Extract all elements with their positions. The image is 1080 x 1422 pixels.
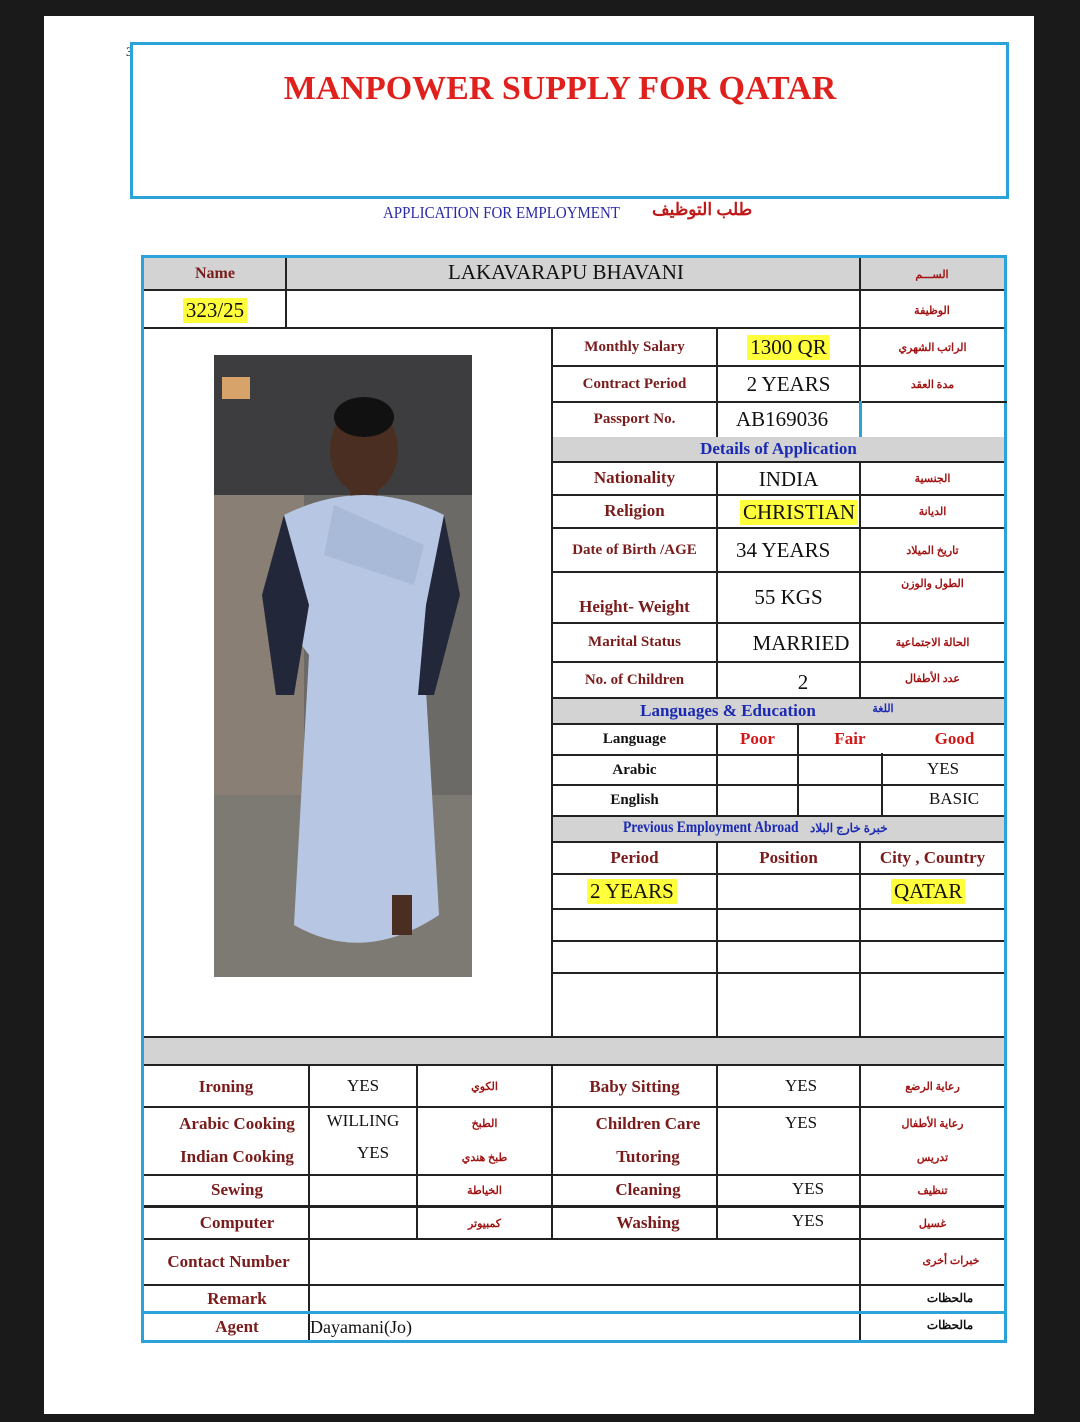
language-col-header: Language — [602, 730, 667, 747]
remark-arabic: مالحظات — [926, 1290, 974, 1305]
corner-mark: 3 — [126, 44, 133, 59]
arabic-cooking-value: WILLING — [326, 1111, 400, 1130]
languages-section-arabic: اللغة — [872, 702, 894, 715]
poor-col-header: Poor — [740, 729, 775, 748]
good-col-header: Good — [934, 729, 975, 748]
contract-label: Contract Period — [582, 375, 687, 392]
position-arabic: الوظيفة — [914, 304, 950, 317]
computer-label: Computer — [199, 1213, 275, 1232]
ironing-value: YES — [346, 1076, 380, 1095]
fair-col-header: Fair — [834, 729, 866, 748]
religion-value: CHRISTIAN — [718, 496, 859, 528]
computer-arabic: كمبيوتر — [467, 1217, 502, 1230]
washing-value: YES — [791, 1211, 825, 1230]
divider — [144, 1064, 1004, 1066]
marital-label: Marital Status — [588, 633, 681, 650]
page-title: MANPOWER SUPPLY FOR QATAR — [283, 70, 837, 107]
sewing-arabic: الخياطة — [467, 1184, 502, 1197]
height-weight-arabic: الطول والوزن — [901, 577, 964, 590]
religion-arabic: الديانة — [918, 505, 947, 518]
tutoring-label: Tutoring — [616, 1147, 680, 1166]
divider — [553, 940, 1004, 942]
employment-city-value: QATAR — [861, 875, 1004, 907]
salary-arabic: الراتب الشهري — [898, 341, 967, 354]
contact-number-label: Contact Number — [167, 1252, 290, 1271]
ref-number: 323/25 — [144, 292, 286, 328]
dob-arabic: تاريخ الميلاد — [906, 544, 959, 557]
agent-value: Dayamani(Jo) — [310, 1316, 412, 1337]
name-arabic: الســـم — [915, 268, 949, 281]
marital-arabic: الحالة الاجتماعية — [895, 636, 970, 649]
page-subtitle-arabic: طلب التوظيف — [652, 200, 753, 219]
cleaning-label: Cleaning — [615, 1180, 681, 1199]
dob-value: 34 YEARS — [736, 537, 831, 562]
sewing-label: Sewing — [211, 1180, 263, 1199]
baby-sitting-label: Baby Sitting — [589, 1077, 680, 1096]
name-value: LAKAVARAPU BHAVANI — [448, 259, 684, 284]
arabic-cooking-label: Arabic Cooking — [179, 1114, 295, 1133]
salary-value: 1300 QR — [718, 329, 859, 365]
employment-section-title: Previous Employment Abroad — [623, 819, 799, 836]
children-care-label: Children Care — [595, 1114, 701, 1133]
divider — [859, 401, 862, 437]
washing-label: Washing — [616, 1213, 680, 1232]
height-weight-value: 55 KGS — [754, 584, 823, 609]
divider — [553, 972, 1004, 974]
indian-cooking-value: YES — [356, 1143, 390, 1162]
skills-section-band — [144, 1038, 1004, 1064]
children-care-arabic: رعاية الأطفال — [901, 1117, 964, 1130]
languages-section-title: Languages & Education — [640, 701, 816, 720]
cleaning-value: YES — [791, 1179, 825, 1198]
passport-value: AB169036 — [736, 406, 829, 431]
tutoring-arabic: تدريس — [916, 1151, 949, 1164]
religion-label: Religion — [604, 501, 665, 520]
children-label: No. of Children — [584, 671, 685, 688]
agent-arabic: مالحظات — [926, 1317, 974, 1332]
position-col-header: Position — [759, 848, 818, 867]
contract-value: 2 YEARS — [746, 371, 831, 396]
employment-period-value: 2 YEARS — [553, 875, 716, 907]
indian-cooking-arabic: طبخ هندي — [461, 1151, 508, 1164]
city-country-col-header: City , Country — [879, 848, 986, 867]
baby-sitting-value: YES — [784, 1076, 818, 1095]
arabic-good-value: YES — [927, 759, 960, 778]
children-value: 2 — [797, 669, 809, 694]
contact-arabic: خبرات أخرى — [922, 1254, 980, 1267]
indian-cooking-label: Indian Cooking — [180, 1147, 294, 1166]
cleaning-arabic: تنظيف — [917, 1184, 948, 1197]
applicant-photo — [214, 355, 472, 977]
divider — [144, 289, 1004, 291]
ironing-label: Ironing — [198, 1077, 254, 1096]
salary-label: Monthly Salary — [584, 338, 685, 355]
arabic-language-label: Arabic — [612, 761, 657, 778]
passport-label: Passport No. — [593, 410, 676, 427]
header-box — [130, 42, 1009, 199]
english-language-label: English — [610, 791, 659, 808]
children-care-value: YES — [784, 1113, 818, 1132]
details-section-title: Details of Application — [553, 437, 1004, 461]
page-subtitle: APPLICATION FOR EMPLOYMENT — [383, 203, 620, 222]
agent-label: Agent — [215, 1317, 259, 1336]
contract-arabic: مدة العقد — [910, 378, 955, 391]
nationality-value: INDIA — [758, 466, 819, 491]
marital-value: MARRIED — [752, 630, 850, 655]
baby-sitting-arabic: رعاية الرضع — [905, 1080, 960, 1093]
remark-label: Remark — [207, 1289, 267, 1308]
arabic-cooking-arabic: الطبخ — [471, 1117, 498, 1130]
period-col-header: Period — [610, 848, 659, 867]
nationality-arabic: الجنسية — [914, 472, 951, 485]
divider — [553, 908, 1004, 910]
washing-arabic: غسيل — [918, 1217, 947, 1230]
ironing-arabic: الكوي — [471, 1080, 498, 1093]
employment-section-arabic: خبرة خارج البلاد — [810, 821, 888, 835]
name-label: Name — [195, 265, 235, 282]
children-arabic: عدد الأطفال — [905, 672, 960, 685]
english-good-value: BASIC — [929, 789, 980, 808]
nationality-label: Nationality — [593, 468, 676, 487]
height-weight-label: Height- Weight — [579, 597, 690, 616]
dob-label: Date of Birth /AGE — [572, 541, 697, 558]
